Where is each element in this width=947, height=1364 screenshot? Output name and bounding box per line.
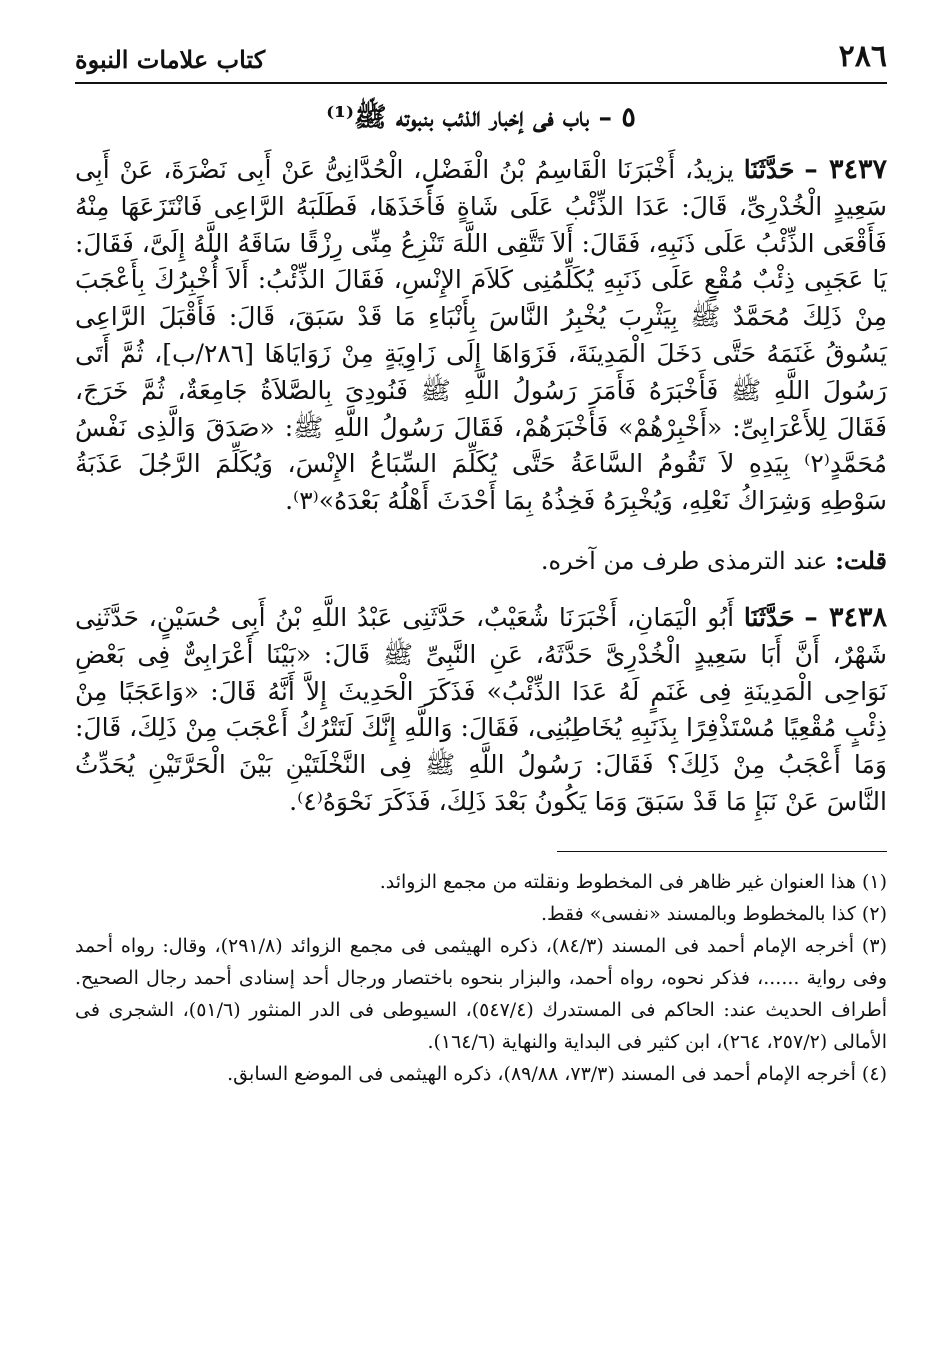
hadith-3438 (75, 600, 887, 821)
note-text: عند الترمذى طرف من آخره. (540, 546, 828, 575)
hadith-3437 (75, 152, 887, 520)
hadith-number: ٣٤٣٨ – (804, 601, 888, 633)
footnote-4: (٤) أخرجه الإمام أحمد فى المسند (٧٣/٣، ٨٩/٨٨)، ذكره الهيثمى فى الموضع السابق. (227, 1062, 887, 1085)
running-header (75, 30, 887, 84)
narration-marker: حَدَّثَنَا (743, 155, 795, 184)
hadith-number: ٣٤٣٧ – (804, 154, 888, 185)
book-title: كتاب علامات النبوة (75, 45, 266, 74)
footnote-2: (٢) كذا بالمخطوط وبالمسند «نفسى» فقط. (540, 902, 887, 925)
footnote-divider (557, 851, 887, 852)
hadith-text: أَبُو الْيَمَانِ، أَخْبَرَنَا شُعَيْبٌ، حَدَّثَنِى عَبْدُ اللَّهِ بْنُ أَبِى حُسَيْنٍ، حَدَّثَنِى شَهْرٌ، أَنَّ أَبَا سَعِيدٍ الْخُدْرِىَّ حَدَّثَهُ، عَنِ النَّبِىِّ ﷺ قَالَ: «بَيْنَا أَعْرَابِىٌّ فِى بَعْضِ نَوَاحِى الْمَدِينَةِ فِى غَنَمٍ لَهُ عَدَا الذِّئْبُ» فَذَكَرَ الْحَدِيثَ إِلاَّ أَنَّهُ قَالَ: «وَاعَجَبًا مِنْ ذِئْبٍ مُقْعِيًا مُسْتَذْفِرًا بِذَنَبِهِ يُخَاطِبُنِى، فَقَالَ: وَاللَّهِ إِنَّكَ لَتَتْرُكُ أَعْجَبَ مِنْ ذَلِكَ، قَالَ: وَمَا أَعْجَبُ مِنْ ذَلِكَ؟ فَقَالَ: رَسُولُ اللَّهِ ﷺ فِى النَّخْلَتَيْنِ بَيْنَ الْحَرَّتَيْنِ يُحَدِّثُ النَّاسَ عَنْ نَبَإِ مَا قَدْ سَبَقَ وَمَا يَكُونُ بَعْدَ ذَلِكَ، فَذَكَرَ نَحْوَهُ⁽٤⁾. (75, 602, 887, 816)
author-note (75, 544, 887, 578)
footnote-3: (٣) أخرجه الإمام أحمد فى المسند (٨٤/٣)، ذكره الهيثمى فى مجمع الزوائد (٢٩١/٨)، وقال: رواه أحمد وفى رواية ......، فذكر نحوه، رواه أحمد، والبزار بنحوه باختصار ورجال أحد إسنادى أحمد رجال الصحيح. أطراف الحديث عند: الحاكم فى المستدرك (٥٤٧/٤)، السيوطى فى الدر المنثور (٥١/٦)، الشجرى فى الأمالى (٢٥٧/٢، ٢٦٤)، ابن كثير فى البداية والنهاية (١٦٤/٦). (75, 934, 887, 1053)
chapter-heading: ٥ – باب فى إخبار الذئب بنبوته ﷺ⁽¹⁾ (326, 102, 636, 133)
footnote-1: (١) هذا العنوان غير ظاهر فى المخطوط ونقلته من مجمع الزوائد. (379, 870, 887, 893)
hadith-text: يزيدُ، أَخْبَرَنَا الْقَاسِمُ بْنُ الْفَضْلِ، الْحُدَّانِىُّ عَنْ أَبِى نَضْرَةَ، عَنْ أَبِى سَعِيدٍ الْخُدْرِىِّ، قَالَ: عَدَا الذِّئْبُ عَلَى شَاةٍ فَأَخَذَهَا، فَطَلَبَهُ الرَّاعِى فَانْتَزَعَهَا مِنْهُ فَأَقْعَى الذِّئْبُ عَلَى ذَنَبِهِ، فَقَالَ: أَلاَ تَتَّقِى اللَّهَ تَنْزِعُ مِنِّى رِزْقًا سَاقَهُ اللَّهُ إِلَىَّ، فَقَالَ: يَا عَجَبِى ذِئْبٌ مُقْعٍ عَلَى ذَنَبِهِ يُكَلِّمُنِى كَلاَمَ الإِنْسِ، فَقَالَ الذِّئْبُ: أَلاَ أُخْبِرُكَ بِأَعْجَبَ مِنْ ذَلِكَ مُحَمَّدٌ ﷺ بِيَثْرِبَ يُخْبِرُ النَّاسَ بِأَنْبَاءِ مَا قَدْ سَبَقَ، قَالَ: فَأَقْبَلَ الرَّاعِى يَسُوقُ غَنَمَهُ حَتَّى دَخَلَ الْمَدِينَةَ، فَزَوَاهَا إِلَى زَاوِيَةٍ مِنْ زَوَايَاهَا [٢٨٦/ب]، ثُمَّ أَتَى رَسُولَ اللَّهِ ﷺ فَأَخْبَرَهُ فَأَمَرَ رَسُولُ اللَّهِ ﷺ فَنُودِىَ بِالصَّلاَةُ جَامِعَةٌ، ثُمَّ خَرَجَ، فَقَالَ لِلأَعْرَابِىِّ: «أَخْبِرْهُمْ» فَأَخْبَرَهُمْ، فَقَالَ رَسُولُ اللَّهِ ﷺ: «صَدَقَ وَالَّذِى نَفْسُ مُحَمَّدٍ⁽٢⁾ بِيَدِهِ لاَ تَقُومُ السَّاعَةُ حَتَّى يُكَلِّمَ السِّبَاعُ الإِنْسَ، وَيُكَلِّمَ الرَّجُلَ عَذَبَةُ سَوْطِهِ وَشِرَاكُ نَعْلِهِ، وَيُخْبِرَهُ فَخِذُهُ بِمَا أَحْدَثَ أَهْلُهُ بَعْدَهُ»⁽٣⁾. (75, 155, 887, 516)
page-number: ٢٨٦ (838, 39, 887, 74)
note-label: قلت: (835, 545, 887, 575)
footnotes (75, 866, 887, 1090)
narration-marker: حَدَّثَنَا (743, 602, 795, 632)
